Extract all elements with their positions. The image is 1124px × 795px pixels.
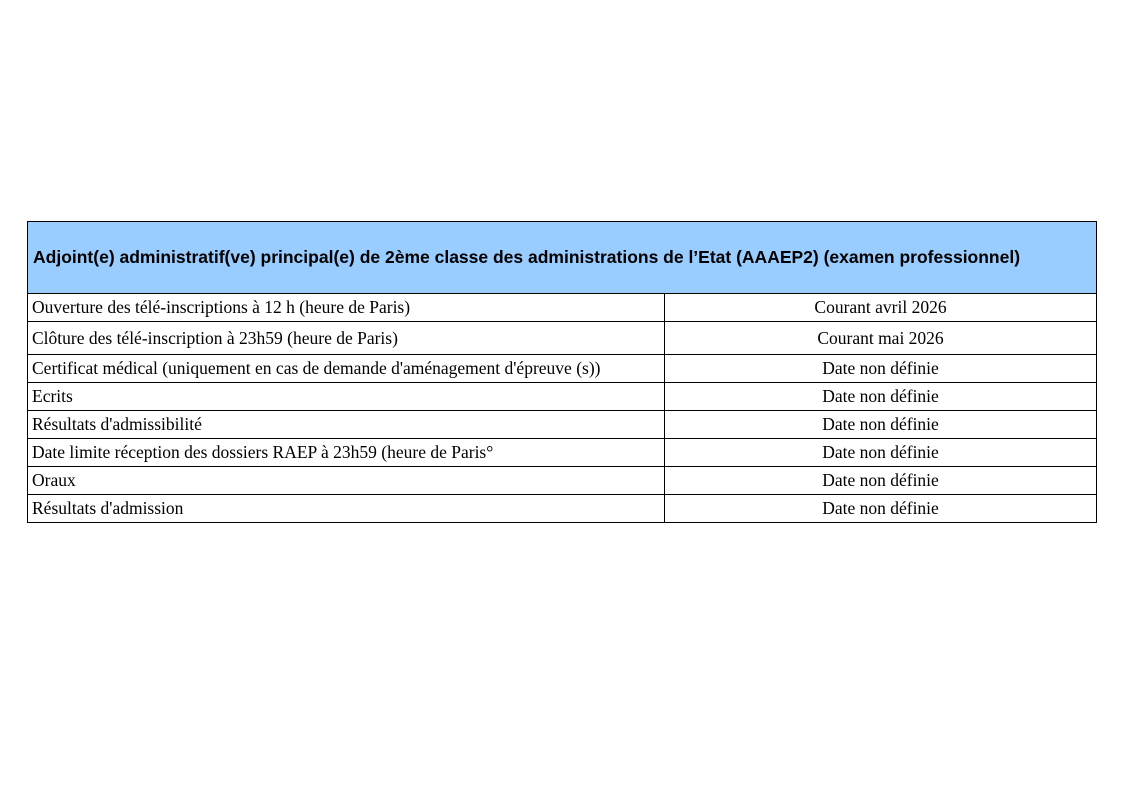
table-title: Adjoint(e) administratif(ve) principal(e) de 2ème classe des administrations de l’Etat (AAAEP2) (examen professionnel) xyxy=(28,222,1097,294)
table-row xyxy=(28,322,1097,355)
row-value: Courant mai 2026 xyxy=(665,322,1097,355)
row-label: Certificat médical (uniquement en cas de demande d'aménagement d'épreuve (s)) xyxy=(28,355,665,383)
table-row xyxy=(28,495,1097,523)
row-label: Ecrits xyxy=(28,383,665,411)
row-label: Oraux xyxy=(28,467,665,495)
row-value: Date non définie xyxy=(665,467,1097,495)
row-label: Ouverture des télé-inscriptions à 12 h (heure de Paris) xyxy=(28,294,665,322)
table-row xyxy=(28,294,1097,322)
row-value: Date non définie xyxy=(665,383,1097,411)
table-row xyxy=(28,383,1097,411)
row-label: Date limite réception des dossiers RAEP à 23h59 (heure de Paris° xyxy=(28,439,665,467)
row-value: Courant avril 2026 xyxy=(665,294,1097,322)
exam-schedule-table xyxy=(27,221,1097,523)
table-row xyxy=(28,439,1097,467)
row-value: Date non définie xyxy=(665,355,1097,383)
row-value: Date non définie xyxy=(665,439,1097,467)
row-value: Date non définie xyxy=(665,495,1097,523)
table-header-row xyxy=(28,222,1097,294)
row-value: Date non définie xyxy=(665,411,1097,439)
table-row xyxy=(28,411,1097,439)
table-row xyxy=(28,355,1097,383)
row-label: Résultats d'admission xyxy=(28,495,665,523)
row-label: Clôture des télé-inscription à 23h59 (heure de Paris) xyxy=(28,322,665,355)
table-row xyxy=(28,467,1097,495)
row-label: Résultats d'admissibilité xyxy=(28,411,665,439)
